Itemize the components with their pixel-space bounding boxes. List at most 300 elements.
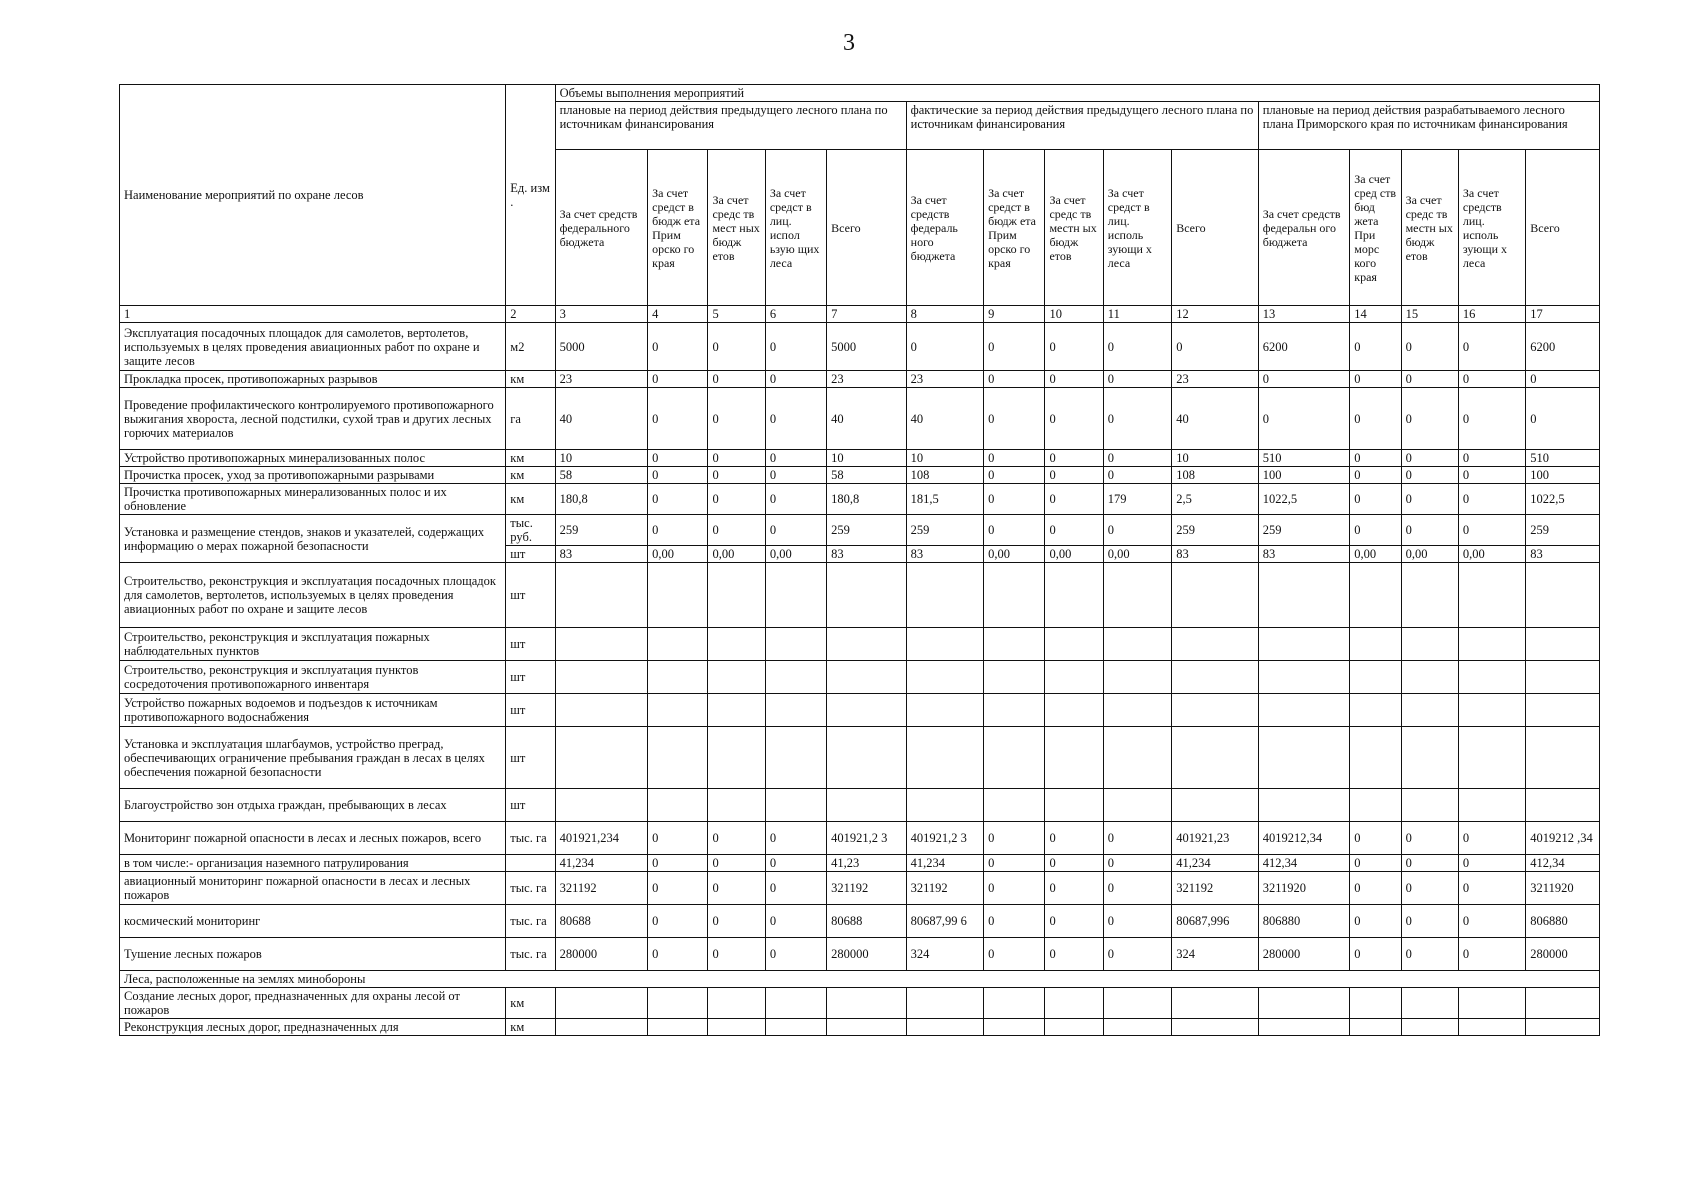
row-value: 41,23 — [827, 855, 906, 872]
row-value: 3211920 — [1526, 872, 1600, 905]
row-value: 0 — [1350, 515, 1401, 546]
row-value — [1350, 988, 1401, 1019]
row-value: 23 — [1172, 371, 1259, 388]
row-value: 0,00 — [1350, 546, 1401, 563]
row-value — [648, 694, 708, 727]
row-value: 0 — [708, 822, 765, 855]
subheader: За счет средств федеральн ого бюджета — [1258, 150, 1350, 306]
row-unit: шт — [506, 628, 555, 661]
row-name: Эксплуатация посадочных площадок для самолетов, вертолетов, используемых в целях проведения авиационных работ по охране и защите лесов — [120, 323, 506, 371]
table-row — [120, 661, 1600, 694]
row-value — [555, 694, 648, 727]
row-value: 2,5 — [1172, 484, 1259, 515]
column-number: 16 — [1458, 306, 1525, 323]
row-value: 0 — [1458, 467, 1525, 484]
row-value — [1045, 1019, 1103, 1036]
row-value — [1172, 1019, 1259, 1036]
row-value: 83 — [555, 546, 648, 563]
row-name: Строительство, реконструкция и эксплуатация посадочных площадок для самолетов, вертолетов, используемых в целях проведения авиационных работ по охране и защите лесов — [120, 563, 506, 628]
row-value — [906, 1019, 983, 1036]
row-value — [555, 563, 648, 628]
row-value — [1045, 789, 1103, 822]
row-value: 180,8 — [827, 484, 906, 515]
row-value — [1526, 988, 1600, 1019]
row-value: 0 — [648, 855, 708, 872]
subheader: За счет средст в бюдж ета Прим орско го края — [984, 150, 1045, 306]
column-number: 3 — [555, 306, 648, 323]
row-name: Строительство, реконструкция и эксплуатация пунктов сосредоточения противопожарного инвентаря — [120, 661, 506, 694]
row-unit: км — [506, 1019, 555, 1036]
row-value: 10 — [1172, 450, 1259, 467]
subheader: Всего — [1172, 150, 1259, 306]
row-value: 0 — [1350, 450, 1401, 467]
row-value: 0 — [1045, 515, 1103, 546]
row-value: 0 — [708, 855, 765, 872]
row-value: 0 — [1045, 905, 1103, 938]
row-value: 0 — [708, 905, 765, 938]
row-value: 0 — [708, 450, 765, 467]
column-number: 12 — [1172, 306, 1259, 323]
row-value — [1103, 1019, 1171, 1036]
row-value — [765, 563, 826, 628]
row-value — [1458, 563, 1525, 628]
row-value — [1103, 628, 1171, 661]
row-value: 321192 — [827, 872, 906, 905]
row-value: 41,234 — [1172, 855, 1259, 872]
row-value: 324 — [906, 938, 983, 971]
row-value — [555, 988, 648, 1019]
row-value: 0 — [984, 872, 1045, 905]
table-row — [120, 938, 1600, 971]
table-row — [120, 371, 1600, 388]
row-value — [765, 789, 826, 822]
header-group-planned-new: плановые на период действия разрабатываемого лесного плана Приморского края по источникам финансирования — [1258, 102, 1599, 150]
row-value: 10 — [906, 450, 983, 467]
row-value — [906, 789, 983, 822]
row-value — [1350, 1019, 1401, 1036]
row-value: 0 — [1045, 822, 1103, 855]
table-row — [120, 515, 1600, 546]
row-value — [984, 628, 1045, 661]
row-value: 0 — [1350, 938, 1401, 971]
row-name: авиационный мониторинг пожарной опасности в лесах и лесных пожаров — [120, 872, 506, 905]
row-value — [827, 661, 906, 694]
row-value — [765, 988, 826, 1019]
row-value: 0 — [1045, 467, 1103, 484]
row-value: 0 — [906, 323, 983, 371]
row-value: 0 — [984, 938, 1045, 971]
column-number: 7 — [827, 306, 906, 323]
row-value: 0 — [1458, 371, 1525, 388]
row-value: 0 — [765, 905, 826, 938]
row-value — [1526, 1019, 1600, 1036]
row-value: 0 — [1350, 371, 1401, 388]
forest-protection-table — [119, 84, 1600, 1036]
row-value: 0 — [1103, 872, 1171, 905]
row-value: 80688 — [827, 905, 906, 938]
row-value — [1172, 661, 1259, 694]
row-value: 83 — [827, 546, 906, 563]
row-value: 0,00 — [984, 546, 1045, 563]
row-value — [648, 563, 708, 628]
table-row — [120, 822, 1600, 855]
row-value: 5000 — [555, 323, 648, 371]
row-value: 0 — [1350, 323, 1401, 371]
row-value — [1045, 628, 1103, 661]
row-value: 0 — [984, 450, 1045, 467]
column-number: 4 — [648, 306, 708, 323]
table-row — [120, 467, 1600, 484]
row-value: 0 — [1103, 905, 1171, 938]
row-value — [827, 563, 906, 628]
subheader: За счет средст в лиц. испол ьзую щих леса — [765, 150, 826, 306]
row-value: 259 — [555, 515, 648, 546]
row-value: 0 — [984, 822, 1045, 855]
row-value: 321192 — [555, 872, 648, 905]
row-unit: тыс. га — [506, 938, 555, 971]
row-value — [1172, 563, 1259, 628]
row-value — [1526, 727, 1600, 789]
row-value: 0 — [648, 822, 708, 855]
row-value: 0 — [984, 323, 1045, 371]
row-value: 100 — [1258, 467, 1350, 484]
row-value — [708, 694, 765, 727]
row-value — [827, 694, 906, 727]
row-value: 0 — [708, 467, 765, 484]
header-volumes: Объемы выполнения мероприятий — [555, 85, 1599, 102]
row-value: 0 — [1526, 371, 1600, 388]
row-value: 0,00 — [765, 546, 826, 563]
row-value: 180,8 — [555, 484, 648, 515]
row-value — [906, 727, 983, 789]
row-value — [648, 789, 708, 822]
row-value: 6200 — [1258, 323, 1350, 371]
row-value: 23 — [906, 371, 983, 388]
row-value — [1045, 563, 1103, 628]
row-value — [1458, 988, 1525, 1019]
table-row — [120, 323, 1600, 371]
row-unit: га — [506, 388, 555, 450]
row-value: 6200 — [1526, 323, 1600, 371]
row-value: 0 — [1458, 905, 1525, 938]
row-value — [708, 789, 765, 822]
row-value: 23 — [827, 371, 906, 388]
row-value: 1022,5 — [1526, 484, 1600, 515]
row-value — [984, 694, 1045, 727]
table-row — [120, 988, 1600, 1019]
row-value: 0 — [765, 872, 826, 905]
row-value: 100 — [1526, 467, 1600, 484]
row-unit: шт — [506, 789, 555, 822]
row-value: 58 — [555, 467, 648, 484]
subheader: Всего — [1526, 150, 1600, 306]
row-value — [1103, 661, 1171, 694]
row-unit: тыс. га — [506, 822, 555, 855]
row-value: 5000 — [827, 323, 906, 371]
row-value — [1526, 661, 1600, 694]
row-name: Прочистка противопожарных минерализованных полос и их обновление — [120, 484, 506, 515]
column-number: 6 — [765, 306, 826, 323]
row-value — [708, 1019, 765, 1036]
row-value: 0 — [984, 388, 1045, 450]
row-value: 0 — [1350, 484, 1401, 515]
row-value — [827, 1019, 906, 1036]
row-value: 0 — [1103, 467, 1171, 484]
row-value — [827, 789, 906, 822]
row-value — [1458, 727, 1525, 789]
row-unit: км — [506, 988, 555, 1019]
row-value — [1172, 789, 1259, 822]
row-unit: тыс. га — [506, 905, 555, 938]
row-value: 0 — [1103, 323, 1171, 371]
column-number-row — [120, 306, 1600, 323]
row-value — [1258, 789, 1350, 822]
row-value — [555, 789, 648, 822]
row-value — [1401, 789, 1458, 822]
row-value — [984, 563, 1045, 628]
row-value: 0 — [648, 872, 708, 905]
row-value — [708, 563, 765, 628]
row-value: 0,00 — [1458, 546, 1525, 563]
subheader: За счет средств федераль ного бюджета — [906, 150, 983, 306]
row-value — [827, 988, 906, 1019]
row-value — [1258, 1019, 1350, 1036]
row-value: 401921,2 3 — [906, 822, 983, 855]
row-value: 41,234 — [906, 855, 983, 872]
row-name: Устройство противопожарных минерализованных полос — [120, 450, 506, 467]
row-name: Тушение лесных пожаров — [120, 938, 506, 971]
row-value: 0 — [1258, 371, 1350, 388]
row-value: 401921,2 3 — [827, 822, 906, 855]
row-value — [1045, 727, 1103, 789]
row-value: 0 — [708, 388, 765, 450]
row-value — [906, 628, 983, 661]
row-value: 0 — [648, 388, 708, 450]
row-value — [708, 988, 765, 1019]
row-value — [1258, 628, 1350, 661]
row-value — [906, 694, 983, 727]
row-value: 0 — [984, 484, 1045, 515]
row-value — [984, 1019, 1045, 1036]
column-number: 8 — [906, 306, 983, 323]
row-value: 83 — [1258, 546, 1350, 563]
row-name: космический мониторинг — [120, 905, 506, 938]
row-value — [648, 727, 708, 789]
row-value — [984, 727, 1045, 789]
row-value — [1350, 727, 1401, 789]
subheader: За счет средс тв мест ных бюдж етов — [708, 150, 765, 306]
row-value: 40 — [906, 388, 983, 450]
column-number: 15 — [1401, 306, 1458, 323]
row-name: Создание лесных дорог, предназначенных для охраны лесой от пожаров — [120, 988, 506, 1019]
table-row — [120, 789, 1600, 822]
row-unit: тыс. руб. — [506, 515, 555, 546]
row-value: 0 — [1401, 938, 1458, 971]
row-value: 412,34 — [1526, 855, 1600, 872]
row-value: 23 — [555, 371, 648, 388]
row-value — [1458, 789, 1525, 822]
row-value: 40 — [555, 388, 648, 450]
row-value: 280000 — [555, 938, 648, 971]
row-value: 401921,234 — [555, 822, 648, 855]
row-value: 0 — [1045, 938, 1103, 971]
row-value — [1526, 694, 1600, 727]
row-value: 0 — [1350, 467, 1401, 484]
row-value: 0 — [1401, 872, 1458, 905]
row-value — [984, 988, 1045, 1019]
subheader: За счет средств лиц. исполь зующи х леса — [1458, 150, 1525, 306]
row-value: 0 — [1401, 822, 1458, 855]
row-value: 0 — [1401, 323, 1458, 371]
row-value — [827, 727, 906, 789]
row-value — [984, 789, 1045, 822]
table-row — [120, 905, 1600, 938]
row-value: 0 — [648, 450, 708, 467]
row-value: 0 — [1350, 872, 1401, 905]
row-value — [1350, 628, 1401, 661]
row-value — [555, 727, 648, 789]
row-value: 0 — [648, 515, 708, 546]
row-value: 83 — [1526, 546, 1600, 563]
row-value: 0 — [648, 938, 708, 971]
row-value — [1350, 694, 1401, 727]
row-value: 0 — [765, 855, 826, 872]
row-value — [1258, 694, 1350, 727]
row-value — [1045, 661, 1103, 694]
row-value: 0,00 — [708, 546, 765, 563]
row-value — [1258, 727, 1350, 789]
row-value — [648, 1019, 708, 1036]
table-row — [120, 388, 1600, 450]
row-value: 10 — [555, 450, 648, 467]
column-number: 2 — [506, 306, 555, 323]
row-value: 321192 — [906, 872, 983, 905]
row-name: Проведение профилактического контролируемого противопожарного выжигания хвороста, лесной подстилки, сухой трав и других лесных горючих материалов — [120, 388, 506, 450]
row-name: Реконструкция лесных дорог, предназначенных для — [120, 1019, 506, 1036]
row-value: 0 — [984, 467, 1045, 484]
row-value — [1458, 1019, 1525, 1036]
row-value: 0 — [1458, 855, 1525, 872]
table-row — [120, 855, 1600, 872]
row-value: 0 — [1401, 371, 1458, 388]
subheader: За счет сред ств бюд жета При морс кого края — [1350, 150, 1401, 306]
row-value: 108 — [906, 467, 983, 484]
row-value — [906, 563, 983, 628]
row-value: 0 — [708, 371, 765, 388]
row-value — [765, 1019, 826, 1036]
row-value — [1458, 628, 1525, 661]
row-value: 0 — [1458, 822, 1525, 855]
row-value — [1350, 563, 1401, 628]
row-value — [765, 661, 826, 694]
row-unit: км — [506, 467, 555, 484]
row-value: 0 — [984, 515, 1045, 546]
row-value: 0 — [708, 872, 765, 905]
row-value — [765, 694, 826, 727]
row-value: 0 — [1045, 388, 1103, 450]
row-value: 0 — [1401, 450, 1458, 467]
header-group-planned-previous: плановые на период действия предыдущего лесного плана по источникам финансирования — [555, 102, 906, 150]
header-name: Наименование мероприятий по охране лесов — [120, 85, 506, 306]
row-value: 0,00 — [1045, 546, 1103, 563]
row-value — [1401, 694, 1458, 727]
column-number: 17 — [1526, 306, 1600, 323]
row-unit: м2 — [506, 323, 555, 371]
row-value — [648, 988, 708, 1019]
row-value: 0 — [1458, 872, 1525, 905]
row-unit: шт — [506, 661, 555, 694]
row-value: 0 — [1458, 388, 1525, 450]
row-value — [555, 661, 648, 694]
row-value: 0 — [1401, 855, 1458, 872]
row-value: 0 — [1045, 855, 1103, 872]
row-value: 0 — [648, 905, 708, 938]
row-value — [1103, 789, 1171, 822]
row-value: 0 — [765, 467, 826, 484]
page-number: 3 — [843, 30, 855, 56]
row-unit: км — [506, 450, 555, 467]
row-value: 0 — [1458, 938, 1525, 971]
column-number: 13 — [1258, 306, 1350, 323]
row-value — [1045, 988, 1103, 1019]
row-value: 259 — [1258, 515, 1350, 546]
row-value: 0 — [708, 938, 765, 971]
table-row — [120, 872, 1600, 905]
row-value: 401921,23 — [1172, 822, 1259, 855]
row-name: Благоустройство зон отдыха граждан, пребывающих в лесах — [120, 789, 506, 822]
row-value — [1458, 694, 1525, 727]
row-value — [708, 628, 765, 661]
row-value: 0 — [1401, 388, 1458, 450]
row-value: 0 — [1103, 822, 1171, 855]
row-value: 0 — [708, 323, 765, 371]
section-title: Леса, расположенные на землях минобороны — [120, 971, 1600, 988]
row-value: 0 — [1350, 388, 1401, 450]
row-value — [555, 1019, 648, 1036]
row-value: 80687,99 6 — [906, 905, 983, 938]
row-value: 324 — [1172, 938, 1259, 971]
header-group-actual-previous: фактические за период действия предыдущего лесного плана по источникам финансирования — [906, 102, 1258, 150]
row-value: 280000 — [1258, 938, 1350, 971]
row-value: 0 — [1258, 388, 1350, 450]
row-value: 321192 — [1172, 872, 1259, 905]
row-value: 1022,5 — [1258, 484, 1350, 515]
row-value — [1258, 661, 1350, 694]
row-name: в том числе:- организация наземного патрулирования — [120, 855, 506, 872]
row-value: 83 — [906, 546, 983, 563]
row-value: 806880 — [1526, 905, 1600, 938]
table-row — [120, 727, 1600, 789]
row-unit: км — [506, 371, 555, 388]
row-value — [1258, 988, 1350, 1019]
row-value — [1401, 988, 1458, 1019]
subheader: За счет средс тв местн ых бюдж етов — [1045, 150, 1103, 306]
row-value: 280000 — [827, 938, 906, 971]
row-value: 179 — [1103, 484, 1171, 515]
row-name: Строительство, реконструкция и эксплуатация пожарных наблюдательных пунктов — [120, 628, 506, 661]
row-value — [1172, 727, 1259, 789]
row-value: 40 — [827, 388, 906, 450]
column-number: 14 — [1350, 306, 1401, 323]
row-name: Прокладка просек, противопожарных разрывов — [120, 371, 506, 388]
column-number: 1 — [120, 306, 506, 323]
row-value — [648, 628, 708, 661]
subheader: За счет средст в лиц. исполь зующи х леса — [1103, 150, 1171, 306]
row-value: 83 — [1172, 546, 1259, 563]
row-value: 0 — [1350, 855, 1401, 872]
row-value: 0 — [765, 515, 826, 546]
row-value — [765, 628, 826, 661]
